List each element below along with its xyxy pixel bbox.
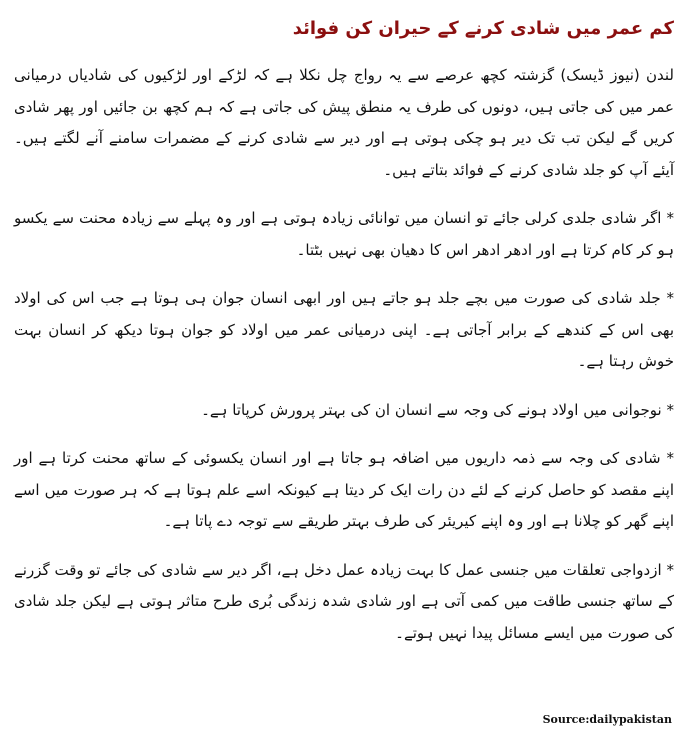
- article-paragraph-upbringing: * نوجوانی میں اولاد ہونے کی وجہ سے انسان ان کی بہتر پرورش کرپاتا ہے۔: [201, 400, 674, 419]
- article-paragraph-intro: لندن (نیوز ڈیسک) گزشتہ کچھ عرصے سے یہ رواج چل نکلا ہے کہ لڑکے اور لڑکیوں کی شادیاں درمیانی عمر میں کی جاتی ہیں، دونوں کی طرف یہ منطق پیش کی جاتی ہے کہ ہم کچھ بن جائیں اور پھر شادی کریں گے لیکن تب تک دیر ہو چکی ہوتی ہے اور دیر سے شادی کرنے کے مضمرات سامنے آنے لگتے ہیں۔ آیئے آپ کو جلد شادی کرنے کے فوائد بتاتے ہیں۔: [14, 66, 674, 179]
- article-paragraph-responsibility: * شادی کی وجہ سے ذمہ داریوں میں اضافہ ہو جاتا ہے اور انسان یکسوئی کے ساتھ محنت کرتا ہے اور اپنے مقصد کو حاصل کرنے کے لئے دن رات ایک کر دیتا ہے کیونکہ اسے علم ہوتا ہے کہ ہر صورت میں اسے اپنے گھر کو چلانا ہے اور وہ اپنے کیریئر کی طرف بہتر طریقے سے توجہ دے پاتا ہے۔: [14, 449, 674, 530]
- article-paragraph-children: * جلد شادی کی صورت میں بچے جلد ہو جاتے ہیں اور ابھی انسان جوان ہی ہوتا ہے جب اس کی اولاد بھی اس کے کندھے کے برابر آجاتی ہے۔ اپنی درمیانی عمر میں اولاد کو جوان ہوتا دیکھ کر انسان بہت خوش رہتا ہے۔: [14, 289, 674, 370]
- source-credit: Source:dailypakistan: [542, 713, 672, 726]
- article-paragraph-energy: * اگر شادی جلدی کرلی جائے تو انسان میں توانائی زیادہ ہوتی ہے اور وہ پہلے سے زیادہ محنت سے یکسو ہو کر کام کرتا ہے اور ادھر ادھر اس کا دھیان بھی نہیں بٹتا۔: [14, 209, 674, 259]
- article-paragraph-marital-relations: * ازدواجی تعلقات میں جنسی عمل کا بہت زیادہ عمل دخل ہے، اگر دیر سے شادی کی جائے تو وقت گزرنے کے ساتھ جنسی طاقت میں کمی آتی ہے اور شادی شدہ زندگی بُری طرح متاثر ہوتی ہے لیکن جلد شادی کی صورت میں ایسے مسائل پیدا نہیں ہوتے۔: [14, 560, 674, 642]
- article-headline: کم عمر میں شادی کرنے کے حیران کن فوائد: [292, 18, 674, 39]
